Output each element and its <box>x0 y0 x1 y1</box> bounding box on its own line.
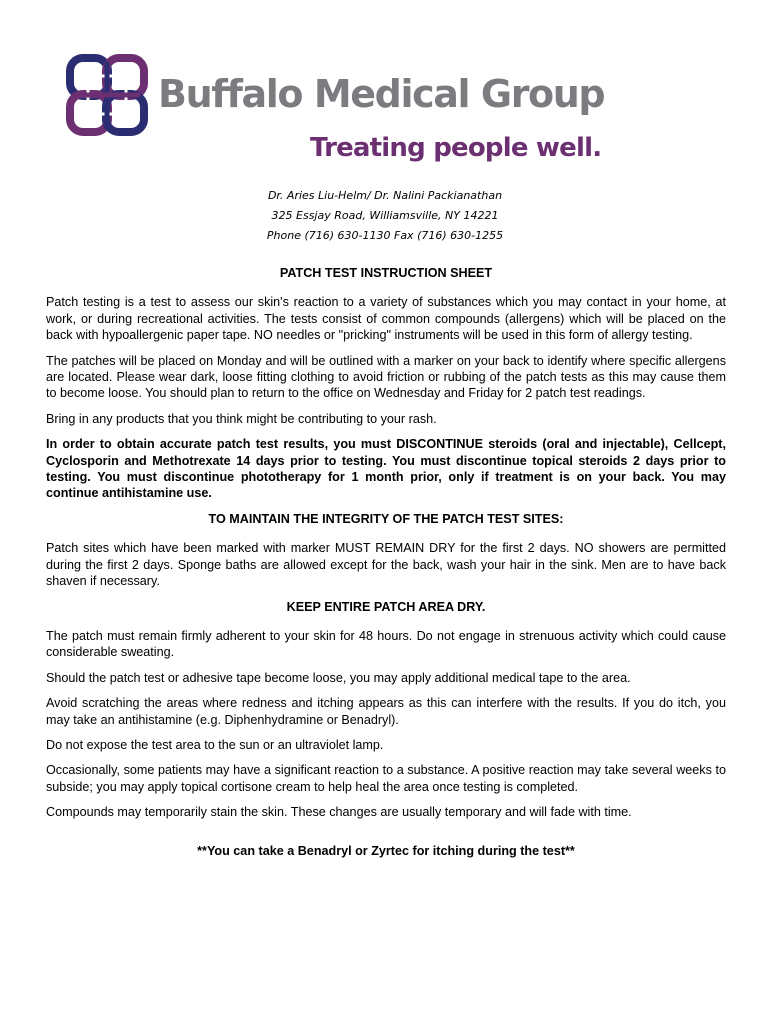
reaction-paragraph: Occasionally, some patients may have a significant reaction to a substance. A positive reaction may take several weeks to subside; you may apply topical cortisone cream to help heal the area once testing is completed. <box>46 763 726 794</box>
dry-heading: KEEP ENTIRE PATCH AREA DRY. <box>286 599 486 614</box>
sun-paragraph: Do not expose the test area to the sun or an ultraviolet lamp. <box>46 737 384 752</box>
phone-line: Phone (716) 630-1130 Fax (716) 630-1255 <box>266 229 504 242</box>
scratching-paragraph: Avoid scratching the areas where redness and itching appears as this can interfere with the results. If you do itch, you may take an antihistamine (e.g. Diphenhydramine or Benadryl). <box>46 696 726 727</box>
placement-paragraph: The patches will be placed on Monday and will be outlined with a marker on your back to identify where specific allergens are located. Please wear dark, loose fitting clothing to avoid friction or rubbing of the patch tests as this may cause them to become loose. You should plan to return to the office on Wednesday and Friday for 2 patch test readings. <box>46 353 726 401</box>
final-note: **You can take a Benadryl or Zyrtec for itching during the test** <box>197 843 575 858</box>
integrity-heading: TO MAINTAIN THE INTEGRITY OF THE PATCH TEST SITES: <box>208 511 564 526</box>
doctors-line: Dr. Aries Liu-Helm/ Dr. Nalini Packianathan <box>267 189 503 202</box>
stain-paragraph: Compounds may temporarily stain the skin. These changes are usually temporary and will fade with time. <box>46 805 632 820</box>
instruction-content <box>46 265 726 868</box>
intro-paragraph: Patch testing is a test to assess our skin's reaction to a variety of substances which you may contact in your home, at work, or during recreational activities. The tests consist of common compounds (allergens) which will be placed on the back with hypoallergenic paper tape. NO needles or "pricking" instruments will be used in this form of allergy testing. <box>46 295 726 343</box>
tape-paragraph: Should the patch test or adhesive tape become loose, you may apply additional medical tape to the area. <box>46 670 631 685</box>
brand-tagline: Treating people well. <box>310 133 602 163</box>
contact-block <box>0 186 770 246</box>
dry-sites-paragraph: Patch sites which have been marked with marker MUST REMAIN DRY for the first 2 days. NO showers are permitted during the first 2 days. Sponge baths are allowed except for the back, wash your hair in the sink. Men are to have back shaven if necessary. <box>46 541 726 589</box>
medication-warning: In order to obtain accurate patch test results, you must DISCONTINUE steroids (oral and injectable), Cellcept, Cyclosporin and Methotrexate 14 days prior to testing. You must discontinue topical steroids 2 days prior to testing. You must discontinue phototherapy for 1 month prior, only if treatment is on your back. You may continue antihistamine use. <box>46 437 726 501</box>
page-title: PATCH TEST INSTRUCTION SHEET <box>279 266 493 280</box>
products-paragraph: Bring in any products that you think might be contributing to your rash. <box>46 411 437 426</box>
adherent-paragraph: The patch must remain firmly adherent to your skin for 48 hours. Do not engage in strenuous activity which could cause considerable sweating. <box>46 628 726 660</box>
brand-name: Buffalo Medical Group <box>158 72 605 116</box>
interlocking-knot-icon <box>64 50 150 140</box>
address-line: 325 Essjay Road, Williamsville, NY 14221 <box>271 209 499 222</box>
